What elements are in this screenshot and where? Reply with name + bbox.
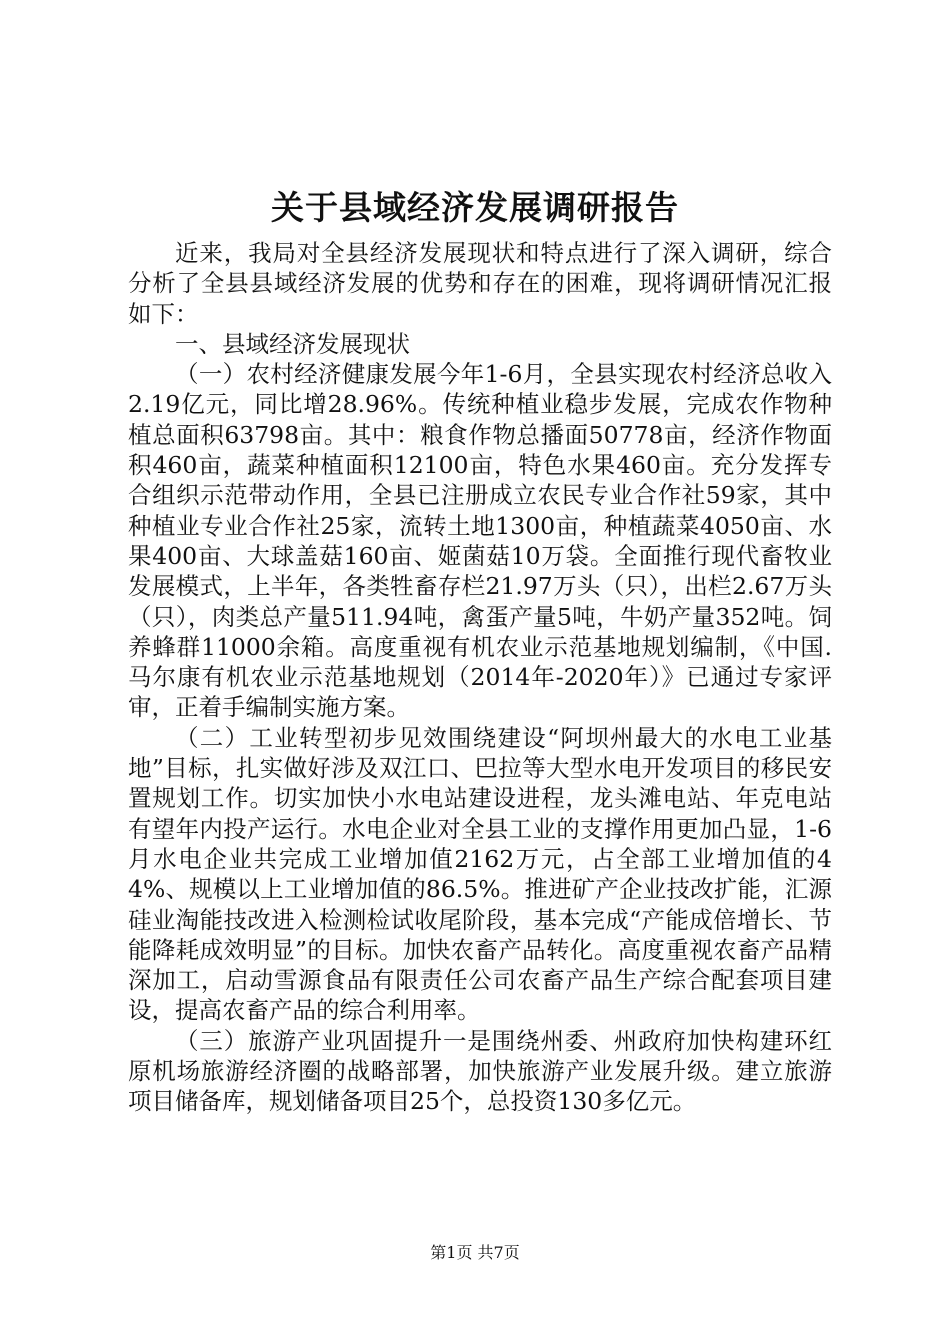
tourism-paragraph: （三）旅游产业巩固提升一是围绕州委、州政府加快构建环红原机场旅游经济圈的战略部署，加快旅游产业发展升级。建立旅游项目储备库，规划储备项目25个，总投资130多亿元。 — [128, 1026, 832, 1116]
intro-paragraph: 近来，我局对全县经济发展现状和特点进行了深入调研，综合分析了全县县域经济发展的优势和存在的困难，现将调研情况汇报如下： — [128, 239, 832, 328]
agriculture-paragraph: （一）农村经济健康发展今年1-6月，全县实现农村经济总收入2.19亿元，同比增28.96%。传统种植业稳步发展，完成农作物种植总面积63798亩。其中：粮食作物总播面50778亩，经济作物面积460亩，蔬菜种植面积12100亩，特色水果460亩。充分发挥专合组织示范带动作用，全县已注册成立农民专业合作社59家，其中种植业专业合作社25家，流转土地1300亩，种植蔬菜4050亩、水果400亩、大球盖菇160亩、姬菌菇10万袋。全面推行现代畜牧业发展模式，上半年，各类牲畜存栏21.97万头（只），出栏2.67万头（只），肉类总产量511.94吨，禽蛋产量5吨，牛奶产量352吨。饲养蜂群11000余箱。高度重视有机农业示范基地规划编制，《中国.马尔康有机农业示范基地规划（2014年-2020年）》已通过专家评审，正着手编制实施方案。 — [128, 360, 832, 722]
industry-paragraph: （二）工业转型初步见效围绕建设“阿坝州最大的水电工业基地”目标，扎实做好涉及双江口、巴拉等大型水电开发项目的移民安置规划工作。切实加快小水电站建设进程，龙头滩电站、年克电站有望年内投产运行。水电企业对全县工业的支撑作用更加凸显，1-6月水电企业共完成工业增加值2162万元，占全部工业增加值的44%、规模以上工业增加值的86.5%。推进矿产企业技改扩能，汇源硅业淘能技改进入检测检试收尾阶段，基本完成“产能成倍增长、节能降耗成效明显”的目标。加快农畜产品转化。高度重视农畜产品精深加工，启动雪源食品有限责任公司农畜产品生产综合配套项目建设，提高农畜产品的综合利用率。 — [128, 723, 832, 1025]
page-number-footer: 第1页 共7页 — [430, 1243, 520, 1262]
document-body — [128, 238, 832, 1117]
section-heading: 一、县域经济发展现状 — [175, 329, 410, 358]
document-title: 关于县域经济发展调研报告 — [271, 188, 679, 227]
